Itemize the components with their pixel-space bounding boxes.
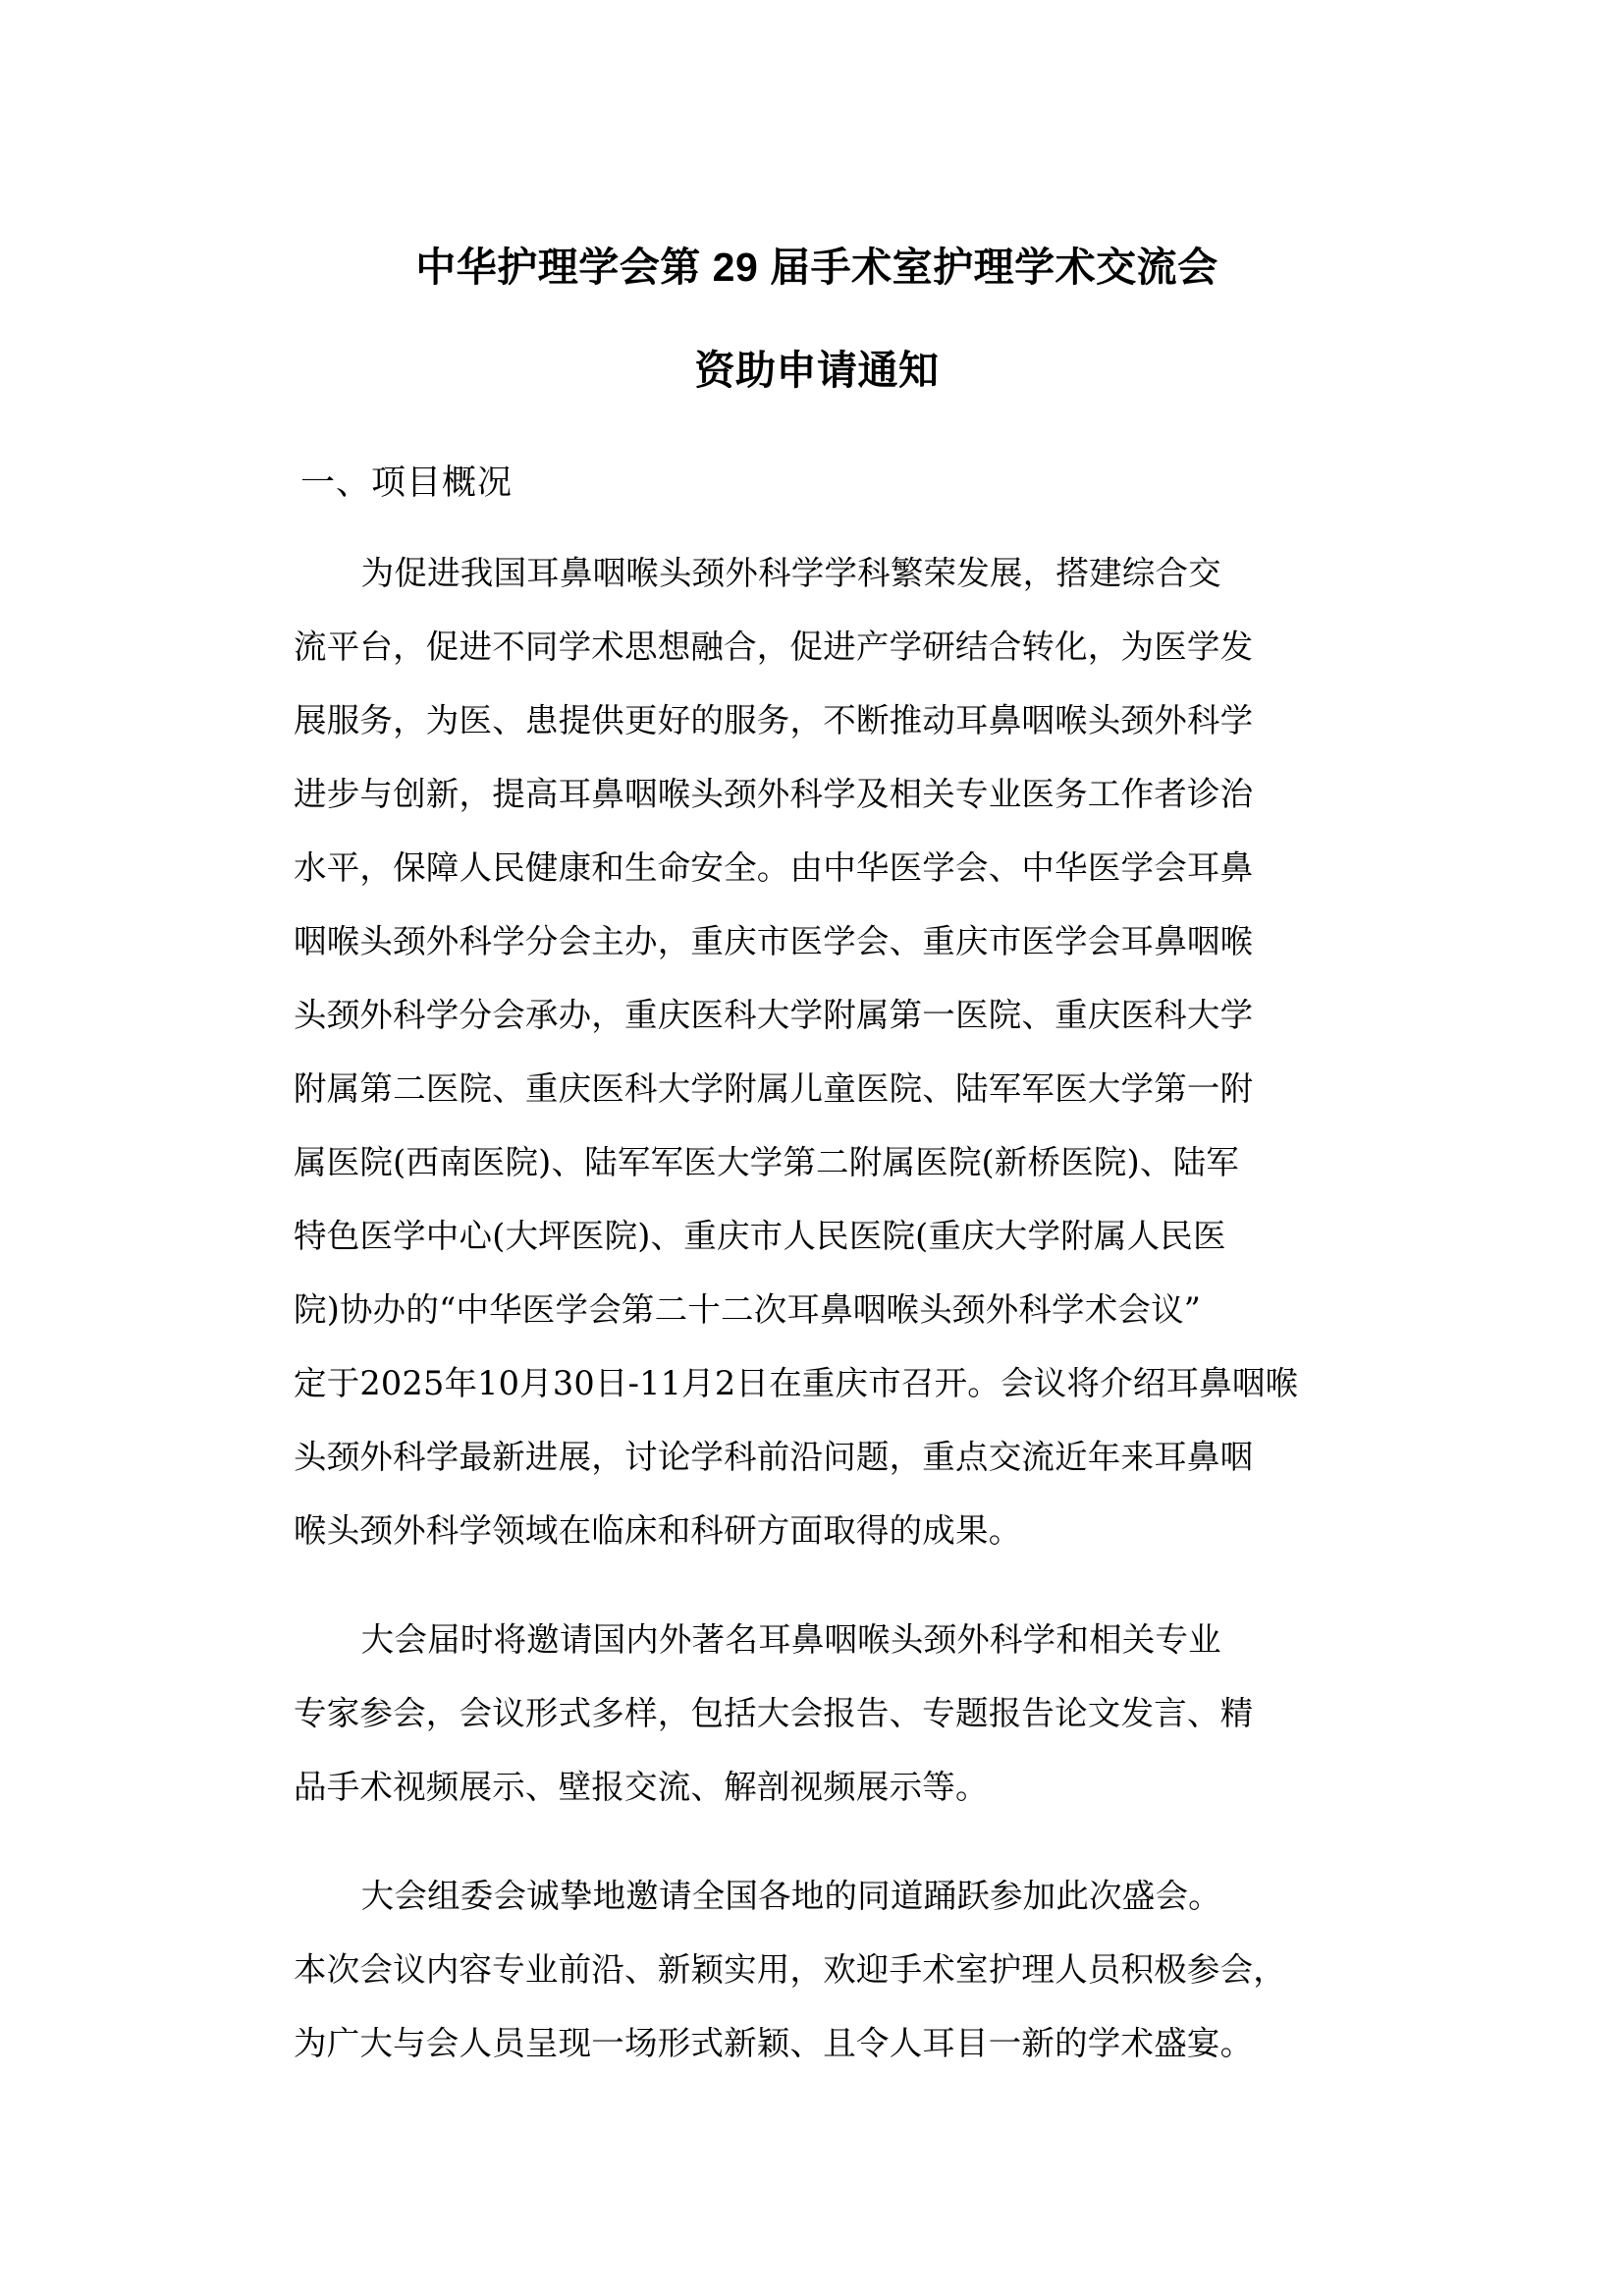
paragraph-line: 展服务，为医、患提供更好的服务，不断推动耳鼻咽喉头颈外科学: [294, 700, 1254, 739]
paragraph-line: 大会届时将邀请国内外著名耳鼻咽喉头颈外科学和相关专业: [360, 1619, 1221, 1659]
paragraph-line: 附属第二医院、重庆医科大学附属儿童医院、陆军军医大学第一附: [294, 1068, 1254, 1108]
paragraph-line: 水平，保障人民健康和生命安全。由中华医学会、中华医学会耳鼻: [294, 847, 1254, 887]
paragraph-line: 本次会议内容专业前沿、新颖实用，欢迎手术室护理人员积极参会，: [294, 1949, 1286, 1989]
paragraph-line: 属医院(西南医院)、陆军军医大学第二附属医院(新桥医院)、陆军: [294, 1142, 1239, 1181]
paragraph-overview-1: [228, 536, 1406, 1567]
paragraph-line: 流平台，促进不同学术思想融合，促进产学研结合转化，为医学发: [294, 627, 1254, 666]
paragraph-line: 院)协办的“中华医学会第二十二次耳鼻咽喉头颈外科学术会议”: [294, 1289, 1202, 1329]
section-heading-overview: 一、项目概况: [300, 464, 514, 504]
paragraph-line: 特色医学中心(大坪医院)、重庆市人民医院(重庆大学附属人民医: [294, 1216, 1226, 1255]
paragraph-line: 定于2025年10月30日-11月2日在重庆市召开。会议将介绍耳鼻咽喉: [294, 1363, 1299, 1402]
paragraph-line: 进步与创新，提高耳鼻咽喉头颈外科学及相关专业医务工作者诊治: [294, 774, 1254, 813]
paragraph-line: 品手术视频展示、壁报交流、解剖视频展示等。: [294, 1767, 989, 1806]
section-body-overview: [228, 536, 1406, 2080]
document-title: [228, 244, 1406, 395]
paragraph-line: 咽喉头颈外科学分会主办，重庆市医学会、重庆市医学会耳鼻咽喉: [294, 921, 1254, 960]
paragraph-line: 喉头颈外科学领域在临床和科研方面取得的成果。: [294, 1510, 1022, 1550]
paragraph-line: 大会组委会诚挚地邀请全国各地的同道踊跃参加此次盛会。: [360, 1876, 1221, 1915]
paragraph-line: 专家参会，会议形式多样，包括大会报告、专题报告论文发言、精: [294, 1693, 1254, 1732]
paragraph-overview-3: [228, 1859, 1406, 2080]
document-title-line-2: 资助申请通知: [694, 348, 940, 394]
paragraph-line: 为促进我国耳鼻咽喉头颈外科学学科繁荣发展，搭建综合交: [360, 553, 1221, 592]
document-title-line-1: 中华护理学会第 29 届手术室护理学术交流会: [415, 245, 1218, 290]
document-body: [228, 0, 1406, 2080]
paragraph-overview-2: [228, 1603, 1406, 1824]
paragraph-line: 为广大与会人员呈现一场形式新颖、且令人耳目一新的学术盛宴。: [294, 2023, 1254, 2062]
paragraph-line: 头颈外科学最新进展，讨论学科前沿问题，重点交流近年来耳鼻咽: [294, 1437, 1254, 1476]
paragraph-line: 头颈外科学分会承办，重庆医科大学附属第一医院、重庆医科大学: [294, 995, 1254, 1034]
